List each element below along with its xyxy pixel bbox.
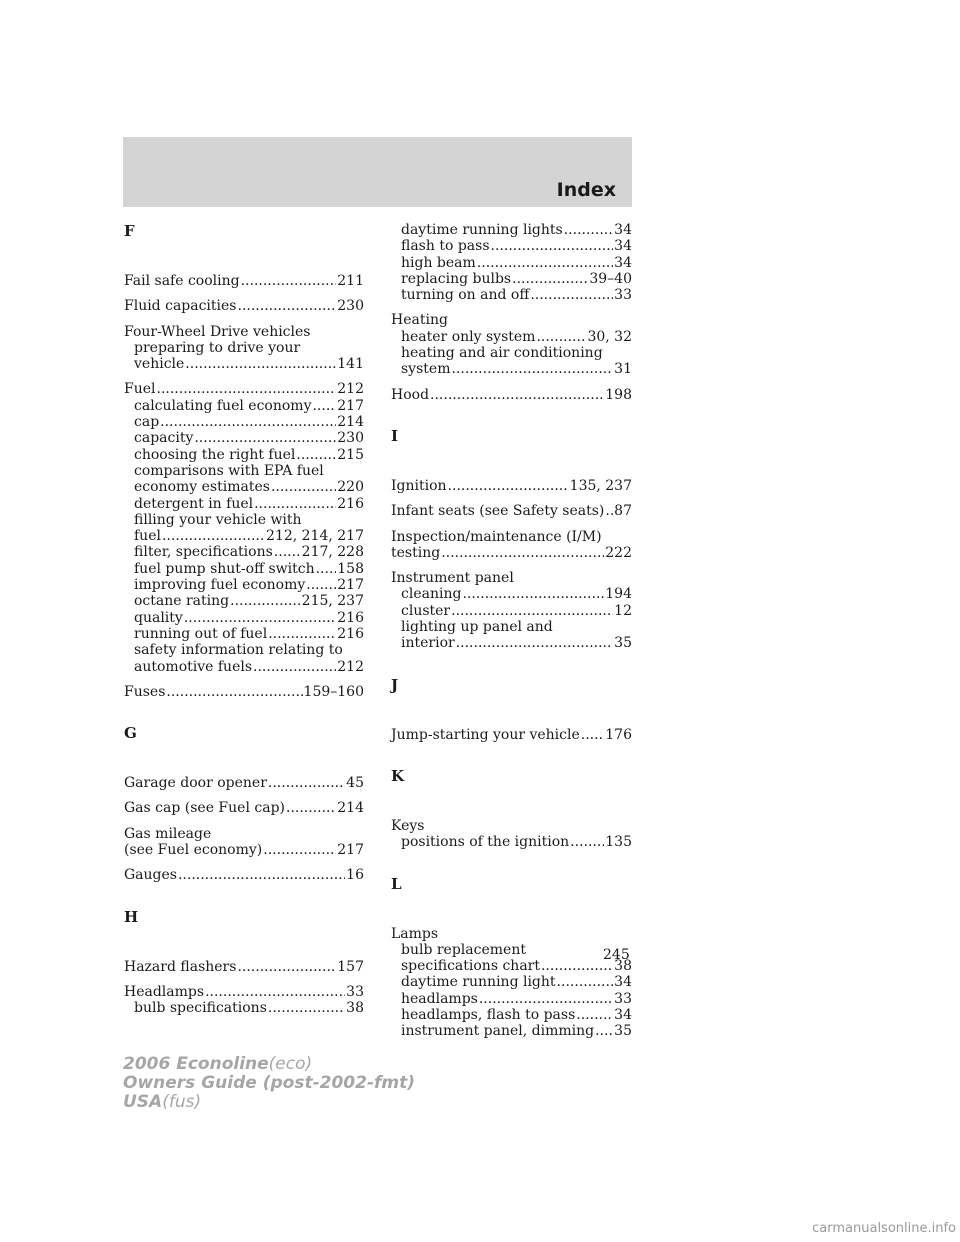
watermark-text: carmanualsonline.info	[812, 1221, 956, 1236]
page-number: 245	[603, 947, 630, 963]
page-ref: 211	[337, 273, 364, 289]
index-entry: Four-Wheel Drive vehicles preparing to drive your vehicle ..... 141	[124, 324, 364, 373]
index-entry: Gas cap (see Fuel cap) ..... 214	[124, 800, 364, 816]
index-letter-g: G	[124, 724, 137, 743]
index-entry: Inspection/maintenance (I/M) testing ..... 222	[391, 529, 632, 562]
index-entry: Gauges ..... 16	[124, 867, 364, 883]
index-letter-i: I	[391, 426, 399, 445]
page-ref: 198	[605, 386, 632, 403]
index-letter-l: L	[391, 874, 402, 893]
index-entry: Gas mileage (see Fuel economy) ..... 217	[124, 826, 364, 859]
index-entry: Infant seats (see Safety seats) ..... 87	[391, 503, 632, 519]
page-ref: 214	[337, 800, 364, 817]
index-entry: Heating heater only system ..... 30, 32 heating and air conditioning system ..... 31	[391, 312, 632, 377]
page-ref: 159–160	[303, 683, 364, 700]
index-entry: Fuel ..... 212 calculating fuel economy ..... 217 cap ..... 214 capacity ..... 230 choosing the right fuel ..... 215 comparisons with EPA fuel economy estimates ..... 220 detergent in fuel ..... 216 filling your vehicle with fuel ..... 212, 214, 217 filter, specifications ..... 217, 228 fuel pump shut-off switch ..... 158 improving fuel economy ..... 217 octane rating ..... 215, 237 quality ..... 216 running out of fuel ..... 216 safety information relating to automotive fuels ..... 212	[124, 381, 364, 674]
section-title: Index	[556, 179, 616, 201]
index-entry-continued: daytime running lights ..... 34 flash to pass ..... 34 high beam ..... 34 replacing bulbs ..... 39–40 turning on and off ..... 33	[391, 222, 632, 303]
index-letter-k: K	[391, 766, 405, 785]
index-entry: Keys positions of the ignition ..... 135	[391, 818, 632, 851]
page-ref: 222	[605, 544, 632, 561]
page-ref: 176	[605, 726, 632, 743]
page-ref: 217	[337, 842, 364, 859]
index-entry: Garage door opener ..... 45	[124, 775, 364, 791]
index-column-right	[391, 222, 632, 1040]
index-letter-j: J	[391, 675, 399, 694]
document-footer: 2006 Econoline(eco) Owners Guide (post-2002-fmt) USA(fus)	[123, 1054, 416, 1112]
page-ref: 135, 237	[569, 477, 632, 494]
index-entry: Hazard flashers ..... 157	[124, 959, 364, 975]
index-entry: Fail safe cooling ..... 211	[124, 273, 364, 289]
page-ref: 141	[337, 356, 364, 373]
index-entry: Instrument panel cleaning ..... 194 cluster ..... 12 lighting up panel and interior ..... 35	[391, 570, 632, 651]
index-letter-h: H	[124, 907, 139, 926]
page-ref: 87	[614, 503, 632, 520]
page-ref: 16	[346, 867, 364, 884]
page-ref: 212	[337, 381, 364, 398]
index-entry: Fuses ..... 159–160	[124, 684, 364, 700]
page-ref: 230	[337, 298, 364, 315]
page-ref: 45	[346, 775, 364, 792]
index-letter-f: F	[124, 222, 135, 240]
page-ref: 157	[337, 958, 364, 975]
index-column-left	[124, 222, 364, 1017]
section-header-band	[123, 137, 632, 207]
index-entry: Fluid capacities ..... 230	[124, 298, 364, 314]
index-entry: Headlamps ..... 33 bulb specifications ..... 38	[124, 984, 364, 1017]
page-ref: 33	[346, 983, 364, 1000]
index-entry: Lamps bulb replacement specifications chart ..... 38 daytime running light ..... 34 headlamps ..... 33 headlamps, flash to pass ..... 34 instrument panel, dimming ..... 35	[391, 926, 632, 1040]
index-entry: Ignition ..... 135, 237	[391, 478, 632, 494]
index-entry: Hood ..... 198	[391, 387, 632, 403]
index-entry: Jump-starting your vehicle ..... 176	[391, 727, 632, 743]
